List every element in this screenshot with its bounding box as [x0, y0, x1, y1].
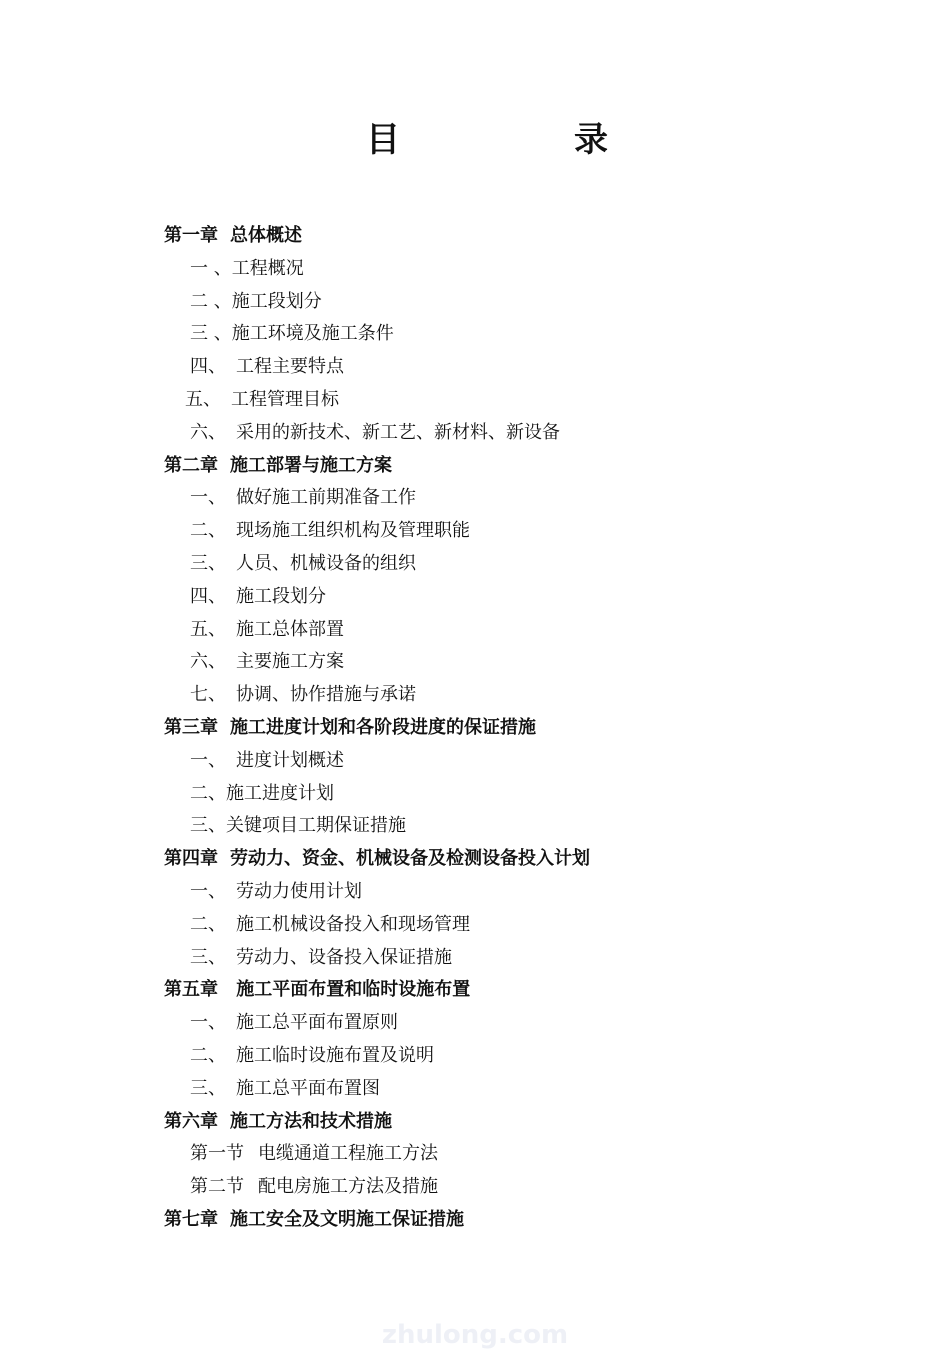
item-title: 协调、协作措施与承诺 [236, 684, 416, 706]
toc-item [190, 514, 470, 547]
chapter-number: 第五章 [164, 979, 218, 1001]
toc-chapter [164, 711, 536, 744]
chapter-title: 施工平面布置和临时设施布置 [230, 979, 471, 1001]
toc-item [190, 744, 344, 777]
item-number: 一、 [190, 749, 226, 771]
toc-item [190, 317, 394, 350]
toc-item [190, 613, 344, 646]
toc-item [190, 875, 362, 908]
toc-chapter [164, 1105, 392, 1138]
toc-item [190, 941, 452, 974]
item-number: 一、 [190, 1012, 226, 1034]
item-number: 一 、 [190, 257, 232, 279]
toc-item [185, 383, 339, 416]
chapter-number: 第一章 [164, 225, 218, 246]
item-title: 进度计划概述 [236, 749, 344, 771]
item-title: 施工段划分 [236, 585, 326, 607]
chapter-number: 第六章 [164, 1110, 218, 1132]
item-title: 配电房施工方法及措施 [258, 1176, 438, 1198]
item-title: 施工总平面布置图 [236, 1077, 380, 1099]
toc-chapter [164, 449, 392, 482]
item-title: 关键项目工期保证措施 [226, 815, 406, 837]
chapter-title: 总体概述 [230, 225, 302, 246]
toc-item [190, 1137, 438, 1170]
item-number: 二、 [190, 520, 226, 542]
toc-item [190, 809, 406, 842]
toc-chapter [164, 973, 470, 1006]
item-number: 四、 [190, 585, 226, 607]
chapter-number: 第二章 [164, 454, 218, 476]
item-number: 三、 [190, 815, 226, 837]
chapter-title: 施工进度计划和各阶段进度的保证措施 [230, 717, 536, 738]
toc-item [190, 547, 416, 580]
item-number: 三、 [190, 1077, 226, 1099]
item-number: 三、 [190, 553, 226, 574]
chapter-number: 第三章 [164, 717, 218, 738]
item-number: 二、 [190, 782, 226, 804]
watermark: zhulong.com [381, 1320, 569, 1350]
chapter-title: 施工部署与施工方案 [230, 454, 392, 476]
toc-item [190, 1072, 380, 1105]
chapter-title: 劳动力、资金、机械设备及检测设备投入计划 [230, 848, 590, 870]
chapter-number: 第七章 [164, 1209, 218, 1230]
item-title: 工程概况 [231, 257, 304, 279]
item-title: 施工机械设备投入和现场管理 [236, 913, 470, 935]
chapter-number: 第四章 [164, 848, 218, 870]
toc-chapter [164, 842, 590, 875]
toc-item [190, 678, 416, 711]
item-number: 第一节 [190, 1143, 244, 1165]
toc-item [190, 777, 334, 810]
item-number: 五、 [190, 618, 226, 640]
title-char-2: 录 [574, 120, 608, 160]
item-number: 六、 [190, 421, 226, 443]
item-number: 五、 [185, 389, 221, 410]
item-title: 施工进度计划 [226, 782, 334, 804]
item-title: 劳动力、设备投入保证措施 [236, 946, 452, 968]
toc-item [190, 1039, 434, 1072]
item-number: 七、 [190, 684, 226, 706]
item-number: 第二节 [190, 1176, 244, 1198]
item-title: 工程主要特点 [236, 356, 344, 378]
item-number: 三 、 [190, 323, 232, 345]
toc-item [190, 252, 304, 285]
page-title [0, 112, 950, 164]
item-title: 劳动力使用计划 [236, 881, 362, 902]
toc-item [190, 580, 326, 613]
item-title: 电缆通道工程施工方法 [258, 1143, 438, 1165]
item-number: 一、 [190, 487, 226, 509]
item-title: 施工临时设施布置及说明 [236, 1045, 434, 1066]
toc-item [190, 645, 344, 678]
item-number: 三、 [190, 946, 226, 968]
chapter-title: 施工方法和技术措施 [230, 1110, 392, 1132]
item-title: 施工环境及施工条件 [231, 323, 394, 345]
title-char-1: 目 [366, 120, 400, 160]
item-number: 二、 [190, 1045, 226, 1066]
chapter-title: 施工安全及文明施工保证措施 [230, 1209, 464, 1230]
item-title: 施工总体部置 [236, 618, 344, 640]
item-number: 六、 [190, 651, 226, 673]
item-number: 二 、 [190, 290, 232, 312]
item-title: 施工段划分 [231, 290, 322, 312]
toc-chapter [164, 1203, 464, 1236]
toc-item [190, 908, 470, 941]
toc-item [190, 1170, 438, 1203]
item-number: 四、 [190, 356, 226, 378]
toc-item [190, 416, 560, 449]
item-title: 做好施工前期准备工作 [236, 487, 416, 509]
toc-item [190, 481, 416, 514]
item-title: 现场施工组织机构及管理职能 [236, 520, 470, 542]
toc-item [190, 1006, 398, 1039]
toc-item [190, 350, 344, 383]
item-title: 工程管理目标 [231, 389, 339, 410]
item-number: 二、 [190, 913, 226, 935]
item-title: 人员、机械设备的组织 [236, 553, 416, 574]
toc-item [190, 285, 322, 318]
item-title: 采用的新技术、新工艺、新材料、新设备 [236, 421, 560, 443]
item-title: 施工总平面布置原则 [236, 1012, 398, 1034]
toc-chapter [164, 219, 302, 252]
item-number: 一、 [190, 881, 226, 902]
item-title: 主要施工方案 [236, 651, 344, 673]
